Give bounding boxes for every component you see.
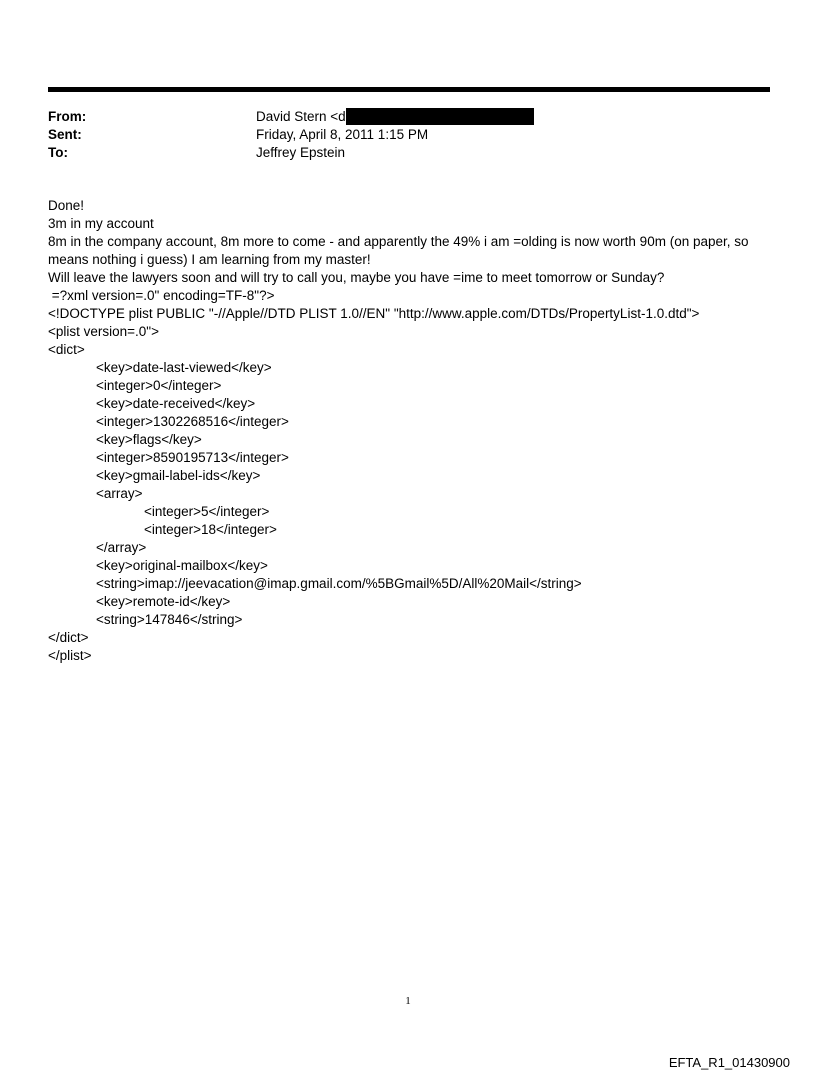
body-line: 3m in my account — [48, 216, 154, 231]
plist-line: <key>flags</key> — [96, 432, 202, 447]
sent-value: Friday, April 8, 2011 1:15 PM — [256, 127, 429, 142]
from-row — [48, 108, 770, 126]
plist-array-item: <integer>18</integer> — [144, 522, 277, 537]
to-label: To: — [48, 145, 68, 160]
sent-label: Sent: — [48, 127, 82, 142]
email-header — [48, 108, 770, 162]
body-line: Will leave the lawyers soon and will try to call you, maybe you have =ime to meet tomorrow or Sunday? — [48, 270, 665, 285]
plist-array-item: <integer>5</integer> — [144, 504, 270, 519]
plist-line: <key>original-mailbox</key> — [96, 558, 268, 573]
plist-line: <integer>1302268516</integer> — [96, 414, 289, 429]
plist-line: <key>date-received</key> — [96, 396, 256, 411]
redaction-block — [346, 108, 534, 125]
plist-line: <key>remote-id</key> — [96, 594, 231, 609]
document-id: EFTA_R1_01430900 — [668, 1055, 790, 1070]
plist-line: <key>gmail-label-ids</key> — [96, 468, 261, 483]
plist-line: </array> — [96, 540, 147, 555]
sent-row — [48, 126, 770, 144]
body-line: Done! — [48, 198, 85, 213]
from-label: From: — [48, 109, 87, 124]
plist-line: <string>imap://jeevacation@imap.gmail.com/%5BGmail%5D/All%20Mail</string> — [96, 576, 582, 591]
body-paragraph: 8m in the company account, 8m more to come - and apparently the 49% i am =olding is now worth 90m (on paper, so means nothing i guess) I am learning from my master! — [48, 234, 749, 267]
body-line: <plist version=.0"> — [48, 324, 159, 339]
plist-line: <string>147846</string> — [96, 612, 243, 627]
email-body — [48, 197, 770, 665]
from-name: David Stern <d — [256, 109, 346, 124]
plist-closing-line: </dict> — [48, 630, 89, 645]
top-rule — [48, 87, 770, 92]
body-line: <dict> — [48, 342, 85, 357]
to-value: Jeffrey Epstein — [256, 145, 346, 160]
body-line: =?xml version=.0" encoding=TF-8"?> — [48, 288, 275, 303]
plist-line: <integer>8590195713</integer> — [96, 450, 289, 465]
page-number: 1 — [405, 995, 411, 1007]
body-line: <!DOCTYPE plist PUBLIC "-//Apple//DTD PLIST 1.0//EN" "http://www.apple.com/DTDs/PropertyList-1.0.dtd"> — [48, 306, 700, 321]
plist-line: <integer>0</integer> — [96, 378, 222, 393]
plist-closing-line: </plist> — [48, 648, 92, 663]
from-value — [256, 108, 534, 126]
plist-line: <array> — [96, 486, 143, 501]
plist-line: <key>date-last-viewed</key> — [96, 360, 272, 375]
to-row — [48, 144, 770, 162]
